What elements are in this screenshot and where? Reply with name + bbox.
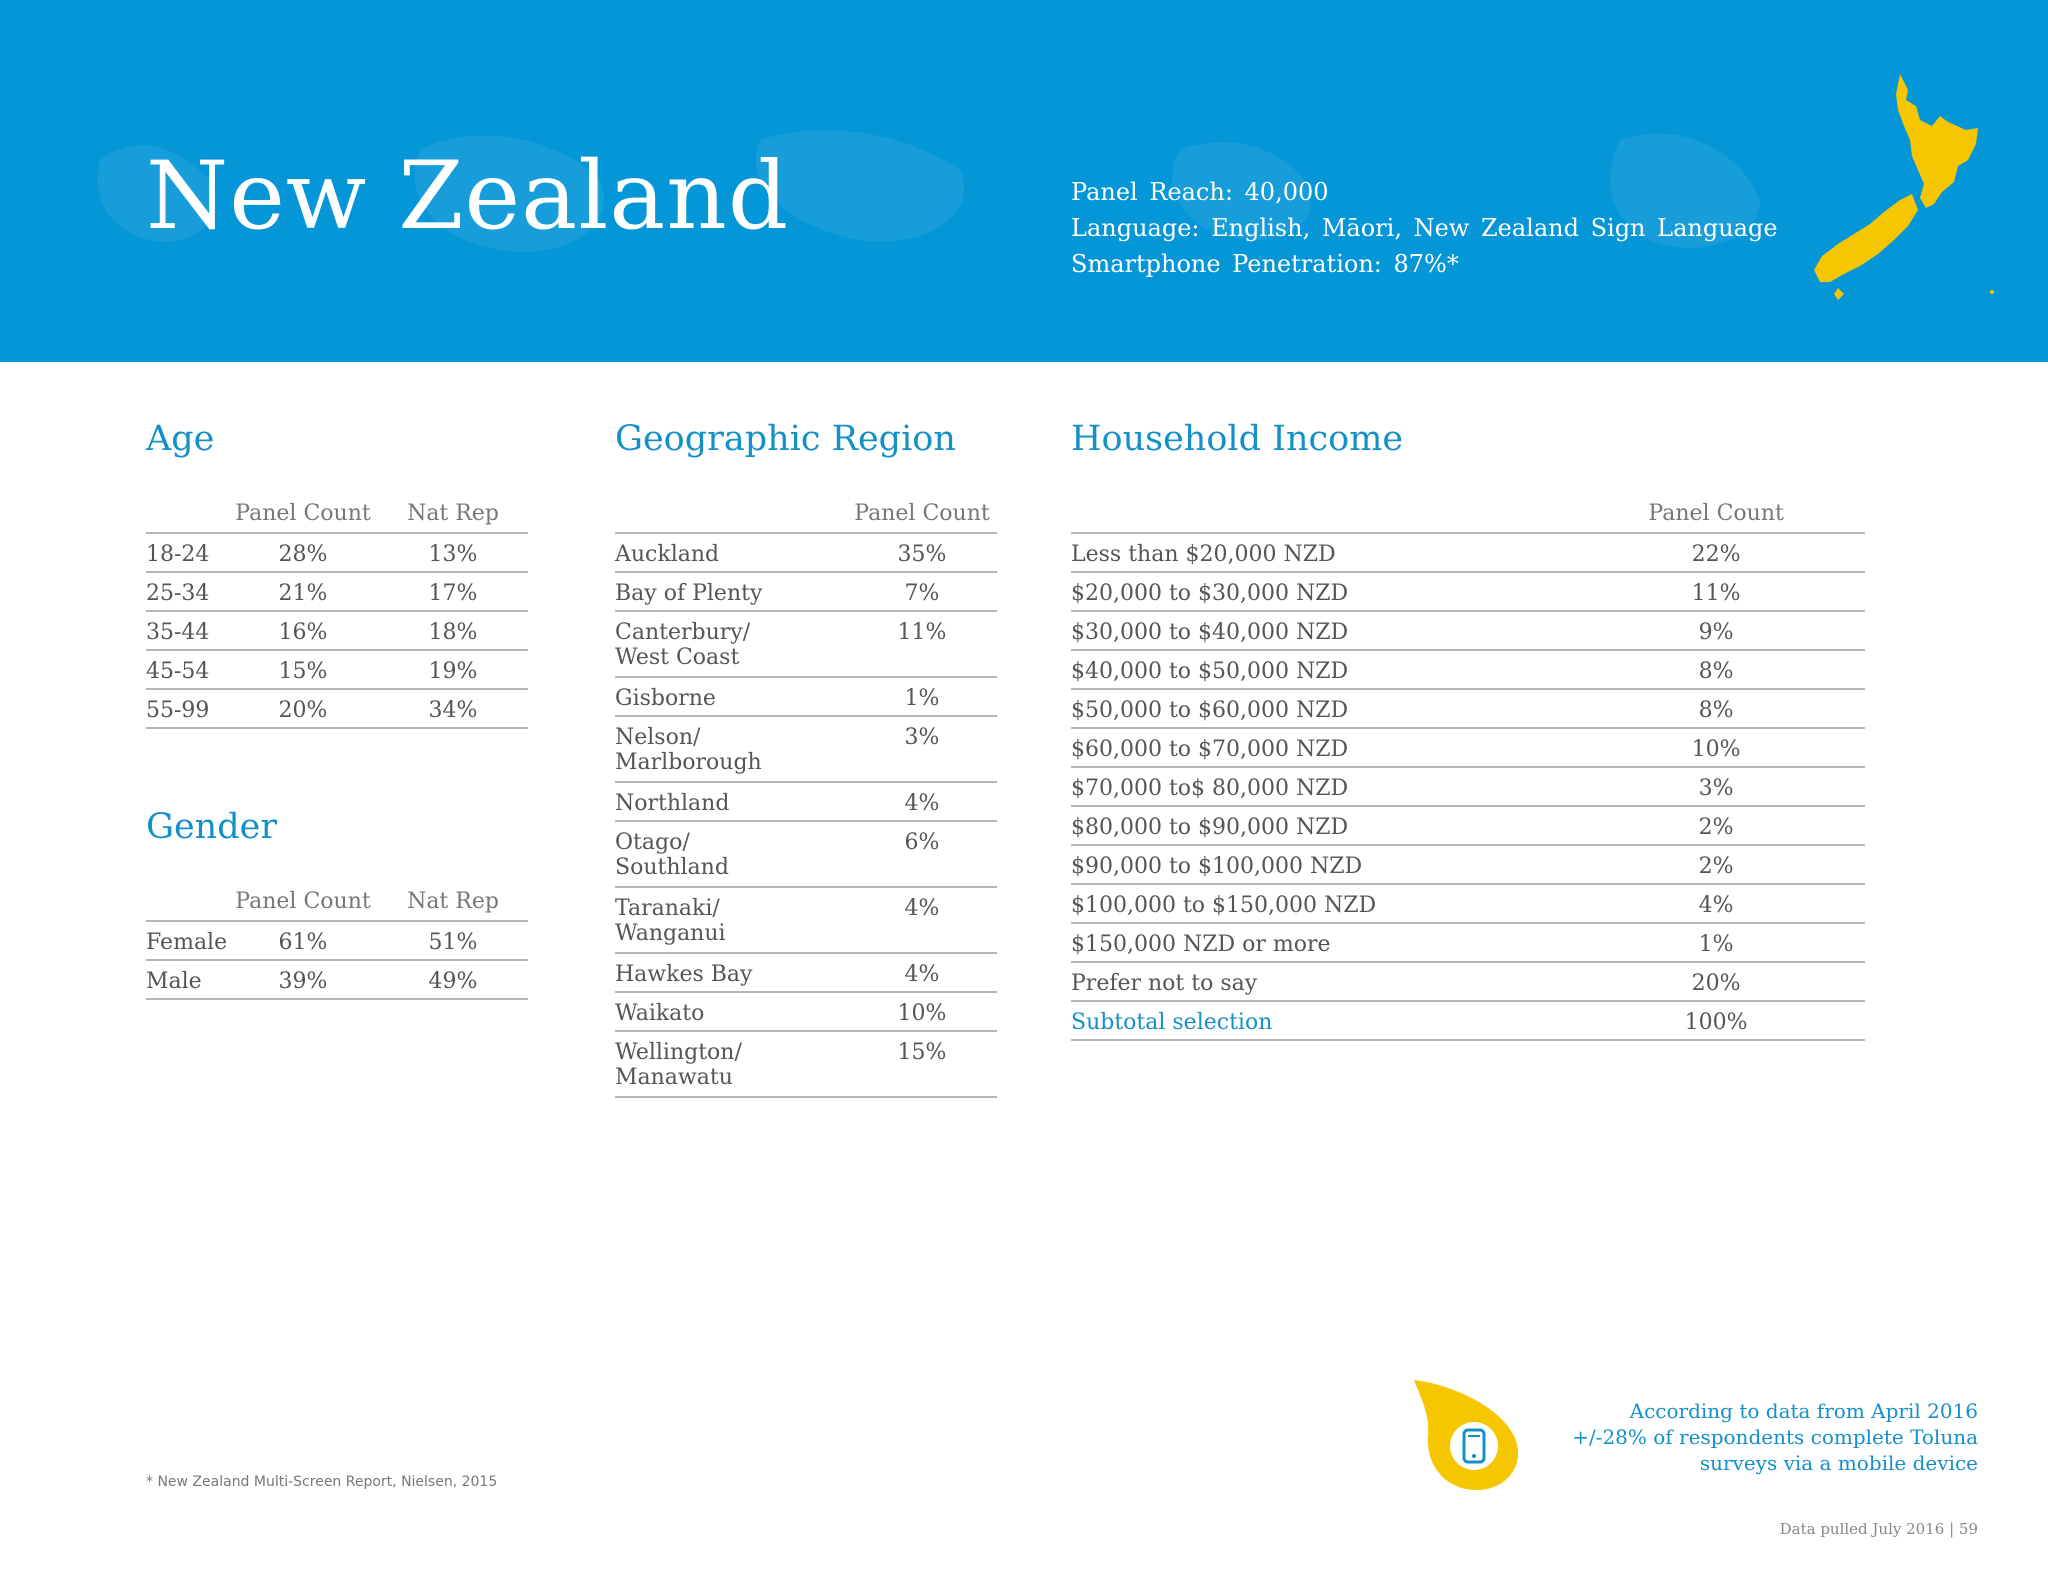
nat-rep: 17%	[378, 572, 528, 611]
region-name-line-1: Nelson/	[615, 725, 701, 750]
table-row	[615, 716, 997, 782]
region-name	[615, 821, 847, 887]
table-row	[615, 611, 997, 677]
panel-count: 3%	[847, 716, 997, 782]
table-row	[615, 953, 997, 992]
gender-label: Male	[146, 960, 228, 999]
table-row	[146, 572, 528, 611]
languages: Language: English, Māori, New Zealand Sign Language	[1071, 214, 1778, 242]
panel-count: 1%	[1567, 923, 1865, 962]
region-name-line-1: Taranaki/	[615, 896, 720, 921]
table-row	[615, 533, 997, 572]
mobile-note-line-1: According to data from April 2016	[1629, 1399, 1978, 1423]
table-row	[615, 572, 997, 611]
table-row	[615, 992, 997, 1031]
table-row	[615, 782, 997, 821]
panel-count: 10%	[847, 992, 997, 1031]
age-band: 45-54	[146, 650, 228, 689]
mobile-device-icon	[1408, 1374, 1528, 1494]
region-name-line-2: Southland	[615, 855, 729, 880]
panel-count: 28%	[228, 533, 378, 572]
nat-rep: 51%	[378, 921, 528, 960]
panel-count: 11%	[847, 611, 997, 677]
age-header-nat-rep: Nat Rep	[378, 486, 528, 533]
nat-rep: 18%	[378, 611, 528, 650]
region-name: Waikato	[615, 992, 847, 1031]
income-band: $20,000 to $30,000 NZD	[1071, 572, 1567, 611]
table-row	[1071, 845, 1865, 884]
table-row	[615, 821, 997, 887]
table-row	[1071, 806, 1865, 845]
panel-count: 21%	[228, 572, 378, 611]
income-band: $30,000 to $40,000 NZD	[1071, 611, 1567, 650]
region-title: Geographic Region	[615, 419, 956, 459]
gender-header-nat-rep: Nat Rep	[378, 874, 528, 921]
table-row	[1071, 611, 1865, 650]
table-row	[1071, 767, 1865, 806]
income-table	[1071, 486, 1865, 1041]
region-header-blank	[615, 486, 847, 533]
table-row	[1071, 572, 1865, 611]
table-row	[1071, 689, 1865, 728]
subtotal-value: 100%	[1567, 1001, 1865, 1040]
region-name: Northland	[615, 782, 847, 821]
age-band: 55-99	[146, 689, 228, 728]
region-name-line-1: Wellington/	[615, 1040, 742, 1065]
panel-count: 4%	[847, 782, 997, 821]
region-name: Gisborne	[615, 677, 847, 716]
income-band: $60,000 to $70,000 NZD	[1071, 728, 1567, 767]
region-name: Auckland	[615, 533, 847, 572]
table-row	[146, 689, 528, 728]
gender-label: Female	[146, 921, 228, 960]
panel-count: 4%	[1567, 884, 1865, 923]
panel-count: 61%	[228, 921, 378, 960]
gender-title: Gender	[146, 807, 278, 847]
region-name	[615, 887, 847, 953]
table-row	[615, 1031, 997, 1097]
region-name-line-1: Canterbury/	[615, 620, 751, 645]
table-row	[146, 533, 528, 572]
gender-header-panel-count: Panel Count	[228, 874, 378, 921]
panel-count: 39%	[228, 960, 378, 999]
gender-table	[146, 874, 528, 1000]
income-band: Prefer not to say	[1071, 962, 1567, 1001]
income-band: $100,000 to $150,000 NZD	[1071, 884, 1567, 923]
income-band: $70,000 to$ 80,000 NZD	[1071, 767, 1567, 806]
subtotal-row	[1071, 1001, 1865, 1040]
panel-count: 20%	[228, 689, 378, 728]
income-band: $50,000 to $60,000 NZD	[1071, 689, 1567, 728]
nat-rep: 19%	[378, 650, 528, 689]
panel-reach: Panel Reach: 40,000	[1071, 178, 1329, 206]
age-header-blank	[146, 486, 228, 533]
region-name	[615, 716, 847, 782]
nat-rep: 49%	[378, 960, 528, 999]
table-row	[146, 611, 528, 650]
subtotal-label: Subtotal selection	[1071, 1001, 1567, 1040]
panel-count: 15%	[847, 1031, 997, 1097]
new-zealand-map-icon	[1808, 70, 2008, 310]
header-banner	[0, 0, 2048, 362]
region-name-line-1: Otago/	[615, 830, 690, 855]
region-name: Bay of Plenty	[615, 572, 847, 611]
table-row	[1071, 962, 1865, 1001]
panel-count: 20%	[1567, 962, 1865, 1001]
income-band: $150,000 NZD or more	[1071, 923, 1567, 962]
table-row	[1071, 533, 1865, 572]
panel-count: 15%	[228, 650, 378, 689]
table-row	[1071, 650, 1865, 689]
panel-count: 22%	[1567, 533, 1865, 572]
table-row	[1071, 923, 1865, 962]
panel-count: 11%	[1567, 572, 1865, 611]
region-name	[615, 611, 847, 677]
gender-header-blank	[146, 874, 228, 921]
table-row	[1071, 884, 1865, 923]
income-header-panel-count: Panel Count	[1567, 486, 1865, 533]
page-footer: Data pulled July 2016 | 59	[1779, 1520, 1978, 1538]
region-name: Hawkes Bay	[615, 953, 847, 992]
mobile-note-line-2: +/-28% of respondents complete Toluna	[1572, 1425, 1978, 1449]
page-title: New Zealand	[146, 142, 790, 251]
table-row	[1071, 728, 1865, 767]
panel-count: 8%	[1567, 650, 1865, 689]
region-name-line-2: West Coast	[615, 645, 740, 670]
smartphone-penetration: Smartphone Penetration: 87%*	[1071, 250, 1459, 278]
table-row	[146, 921, 528, 960]
panel-count: 16%	[228, 611, 378, 650]
region-name-line-2: Manawatu	[615, 1065, 733, 1090]
income-band: $90,000 to $100,000 NZD	[1071, 845, 1567, 884]
table-row	[615, 887, 997, 953]
income-title: Household Income	[1071, 419, 1404, 459]
income-band: $40,000 to $50,000 NZD	[1071, 650, 1567, 689]
panel-count: 2%	[1567, 845, 1865, 884]
age-band: 35-44	[146, 611, 228, 650]
panel-count: 8%	[1567, 689, 1865, 728]
region-name	[615, 1031, 847, 1097]
age-table	[146, 486, 528, 729]
table-row	[146, 960, 528, 999]
age-band: 18-24	[146, 533, 228, 572]
panel-count: 3%	[1567, 767, 1865, 806]
panel-count: 1%	[847, 677, 997, 716]
income-band: Less than $20,000 NZD	[1071, 533, 1567, 572]
country-facts	[1071, 174, 1778, 282]
panel-count: 9%	[1567, 611, 1865, 650]
panel-count: 35%	[847, 533, 997, 572]
region-name-line-2: Wanganui	[615, 921, 726, 946]
table-row	[615, 677, 997, 716]
region-header-panel-count: Panel Count	[847, 486, 997, 533]
nat-rep: 13%	[378, 533, 528, 572]
panel-count: 2%	[1567, 806, 1865, 845]
age-header-panel-count: Panel Count	[228, 486, 378, 533]
nat-rep: 34%	[378, 689, 528, 728]
region-table	[615, 486, 997, 1098]
mobile-usage-note	[1572, 1398, 1978, 1476]
panel-count: 4%	[847, 953, 997, 992]
panel-count: 7%	[847, 572, 997, 611]
panel-count: 4%	[847, 887, 997, 953]
income-band: $80,000 to $90,000 NZD	[1071, 806, 1567, 845]
source-footnote: * New Zealand Multi-Screen Report, Nielsen, 2015	[146, 1474, 498, 1490]
table-row	[146, 650, 528, 689]
income-header-blank	[1071, 486, 1567, 533]
age-title: Age	[146, 419, 215, 459]
panel-count: 6%	[847, 821, 997, 887]
age-band: 25-34	[146, 572, 228, 611]
panel-count: 10%	[1567, 728, 1865, 767]
region-name-line-2: Marlborough	[615, 750, 762, 775]
mobile-note-line-3: surveys via a mobile device	[1699, 1451, 1978, 1475]
